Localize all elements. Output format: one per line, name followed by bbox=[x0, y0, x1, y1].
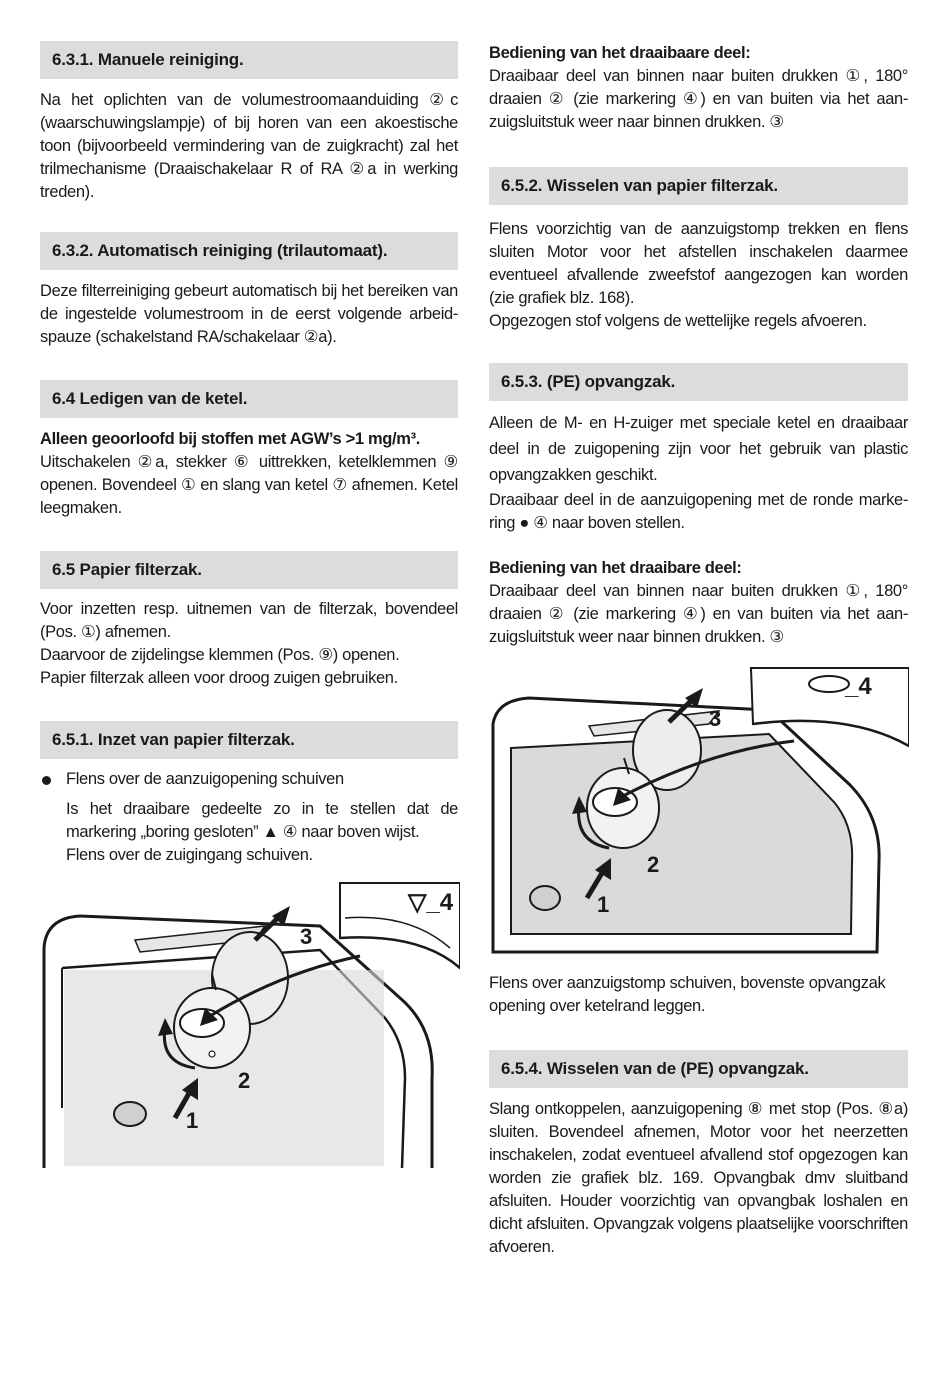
text-6-4-warning: Alleen geoorloofd bij stoffen met AGW’s >1 mg/m³. bbox=[40, 430, 420, 448]
figure-left-label-1: 1 bbox=[186, 1108, 199, 1133]
text-6-5-3-b: Draaibaar deel in de aanzuigopening met de ronde marke-ring ● ④ naar boven stellen. bbox=[489, 491, 908, 532]
heading-6-5: 6.5 Papier filterzak. bbox=[40, 551, 458, 589]
text-6-5-1-bullet: Flens over de aanzuigopening schuiven bbox=[66, 770, 344, 788]
heading-6-5-1: 6.5.1. Inzet van papier filterzak. bbox=[40, 721, 458, 759]
text-6-5-c: Papier filterzak alleen voor droog zuigen gebruiken. bbox=[40, 669, 398, 687]
text-6-5-2-b: Opgezogen stof volgens de wettelijke regels afvoeren. bbox=[489, 312, 867, 330]
text-6-5-1-b: Flens over de zuigingang schuiven. bbox=[66, 846, 313, 864]
heading-6-5-3: 6.5.3. (PE) opvangzak. bbox=[489, 363, 908, 401]
figure-left-label-3: 3 bbox=[300, 924, 313, 949]
text-6-5-a: Voor inzetten resp. uitnemen van de filterzak, bovendeel (Pos. ①) afnemen. bbox=[40, 600, 458, 641]
text-6-4: Uitschakelen ②a, stekker ⑥ uittrekken, ketelklemmen ⑨ openen. Bovendeel ① en slang van ketel ⑦ afnemen. Ketel leegmaken. bbox=[40, 453, 458, 517]
heading-6-4: 6.4 Ledigen van de ketel. bbox=[40, 380, 458, 418]
heading-bediening-1: Bediening van het draaibaare deel: bbox=[489, 44, 751, 62]
figure-right-label-4: _4 bbox=[845, 673, 872, 700]
text-6-3-1: Na het oplichten van de volumestroomaanduiding ②c (waarschuwingslampje) of bij horen van een akoestische toon (bijvoorbeeld vermindering van de zuigkracht) zal het trilmechanisme (Draaischakelaar R of RA ②a in werking treden). bbox=[40, 91, 458, 201]
text-bediening-1: Draaibaar deel van binnen naar buiten drukken ①, 180° draaien ② (zie markering ④) en van buiten via het aan-zuigsluitstuk weer naar binnen drukken. ③ bbox=[489, 67, 908, 131]
heading-bediening-2: Bediening van het draaibare deel: bbox=[489, 559, 742, 577]
bullet-dot bbox=[42, 776, 51, 785]
heading-6-3-1: 6.3.1. Manuele reiniging. bbox=[40, 41, 458, 79]
filter-bag-figure-left bbox=[40, 878, 460, 1168]
figure-right-caption: Flens over aanzuigstomp schuiven, bovenste opvangzak opening over ketelrand leggen. bbox=[489, 974, 886, 1015]
text-6-5-3-a: Alleen de M- en H-zuiger met speciale ketel en draaibaar deel in de zuigopening zijn voor het gebruik van plastic opvangzakken geschikt. bbox=[489, 414, 908, 484]
text-bediening-2: Draaibaar deel van binnen naar buiten drukken ①, 180° draaien ② (zie markering ④) en van buiten via het aan-zuigsluitstuk weer naar binnen drukken. ③ bbox=[489, 582, 908, 646]
figure-right-label-3: 3 bbox=[709, 706, 722, 731]
heading-6-5-2: 6.5.2. Wisselen van papier filterzak. bbox=[489, 167, 908, 205]
text-6-5-2-a: Flens voorzichtig van de aanzuigstomp trekken en flens sluiten Motor voor het afstellen inschakelen daarmee eventueel afvallende zweefstof aangezogen kan worden (zie grafiek blz. 168). bbox=[489, 220, 908, 307]
text-6-5-b: Daarvoor de zijdelingse klemmen (Pos. ⑨) openen. bbox=[40, 646, 400, 664]
text-6-5-4: Slang ontkoppelen, aanzuigopening ⑧ met stop (Pos. ⑧a) sluiten. Bovendeel afnemen, Motor voor het neerzetten inschakelen, zodat eventueel afvallend stof opgezogen kan worden zie grafiek blz. 169. Opvangbak dmv sluitband afsluiten. Houder voorzichtig van opvangbak loshalen en dicht afsluiten. Opvangzak volgens plaatselijke voorschriften afvoeren. bbox=[489, 1100, 908, 1256]
figure-left-label-4: ▽_4 bbox=[408, 889, 454, 916]
pe-bag-figure-right bbox=[489, 666, 909, 958]
figure-right-label-1: 1 bbox=[597, 892, 610, 917]
figure-right-label-2: 2 bbox=[647, 852, 660, 877]
text-6-5-1-a: Is het draaibare gedeelte zo in te stellen dat de markering „boring gesloten” ▲ ④ naar boven wijst. bbox=[66, 800, 458, 841]
heading-6-3-2: 6.3.2. Automatisch reiniging (trilautomaat). bbox=[40, 232, 458, 270]
text-6-3-2: Deze filterreiniging gebeurt automatisch bij het bereiken van de ingestelde volumestroom in de eerst volgende arbeid-spauze (schakelstand RA/schakelaar ②a). bbox=[40, 282, 458, 346]
figure-left-label-2: 2 bbox=[238, 1068, 251, 1093]
heading-6-5-4: 6.5.4. Wisselen van de (PE) opvangzak. bbox=[489, 1050, 908, 1088]
